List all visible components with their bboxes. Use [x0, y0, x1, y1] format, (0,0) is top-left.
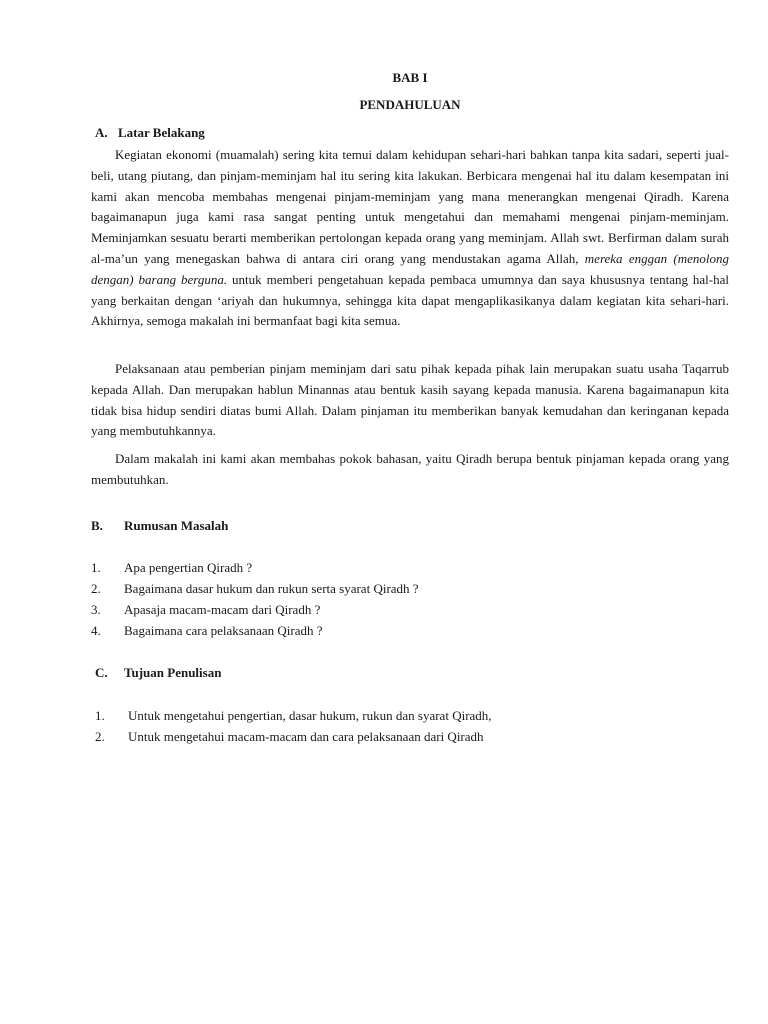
list-item-text: Untuk mengetahui pengertian, dasar hukum, rukun dan syarat Qiradh, [128, 708, 492, 723]
list-item-text: Bagaimana cara pelaksanaan Qiradh ? [124, 623, 323, 638]
paragraph-2-text: Pelaksanaan atau pemberian pinjam meminjam dari satu pihak kepada pihak lain merupakan suatu usaha Taqarrub kepada Allah. Dan merupakan hablun Minannas atau bentuk kasih sayang kepada manusia. Karena bagaimanapun kita tidak bisa hidup sendiri diatas bumi Allah. Dalam pinjaman itu memberikan banyak kemudahan dan keringanan kepada yang membutuhkannya. [91, 361, 729, 439]
section-a-heading: Latar Belakang [118, 125, 205, 140]
section-b-letter: B. [91, 518, 103, 533]
section-a-letter: A. [95, 125, 108, 140]
paragraph-1 [91, 145, 729, 332]
list-item-number: 1. [95, 708, 105, 723]
chapter-number: BAB I [392, 70, 428, 85]
paragraph-2 [91, 359, 729, 442]
section-c-letter: C. [95, 665, 108, 680]
list-item-text: Bagaimana dasar hukum dan rukun serta syarat Qiradh ? [124, 581, 419, 596]
paragraph-3 [91, 449, 729, 491]
chapter-title: PENDAHULUAN [359, 97, 461, 112]
list-item-number: 3. [91, 602, 101, 617]
list-item-text: Apa pengertian Qiradh ? [124, 560, 253, 575]
paragraph-1-text-a: Kegiatan ekonomi (muamalah) sering kita temui dalam kehidupan sehari-hari bahkan tanpa kita sadari, seperti jual-beli, utang piutang, dan pinjam-meminjam hal itu sering kita lakukan. Berbicara mengenai hal itu dalam kesempatan ini kami akan mencoba membahas mengenai pinjam-meminjam yang mana menerangkan mengenai Qiradh. Karena bagaimanapun juga kami rasa sangat penting untuk mengetahui dan memahami mengenai pinjam-meminjam. Meminjamkan sesuatu berarti memberikan pertolongan kepada orang yang meminjam. Allah swt. Berfirman dalam surah al-ma’un yang menegaskan bahwa di antara ciri orang yang mendustakan agama Allah, [91, 147, 729, 266]
list-item-number: 4. [91, 623, 101, 638]
list-item-number: 2. [91, 581, 101, 596]
paragraph-1-quote: mereka enggan (menolong dengan) barang berguna. [91, 250, 729, 287]
list-item-number: 1. [91, 560, 101, 575]
paragraph-1-text-b: untuk memberi pengetahuan kepada pembaca umumnya dan saya khususnya tentang hal-hal yang berkaitan dengan ‘ariyah dan hukumnya, sehingga kita dapat mengaplikasikanya dalam kegiatan kita sehari-hari. Akhirnya, semoga makalah ini bermanfaat bagi kita semua. [91, 271, 729, 329]
list-item-number: 2. [95, 729, 105, 744]
section-b-heading: Rumusan Masalah [124, 518, 229, 533]
list-item-text: Apasaja macam-macam dari Qiradh ? [124, 602, 321, 617]
list-item-text: Untuk mengetahui macam-macam dan cara pelaksanaan dari Qiradh [128, 729, 484, 744]
paragraph-3-text: Dalam makalah ini kami akan membahas pokok bahasan, yaitu Qiradh berupa bentuk pinjaman kepada orang yang membutuhkan. [91, 451, 729, 487]
section-c-heading: Tujuan Penulisan [124, 665, 222, 680]
